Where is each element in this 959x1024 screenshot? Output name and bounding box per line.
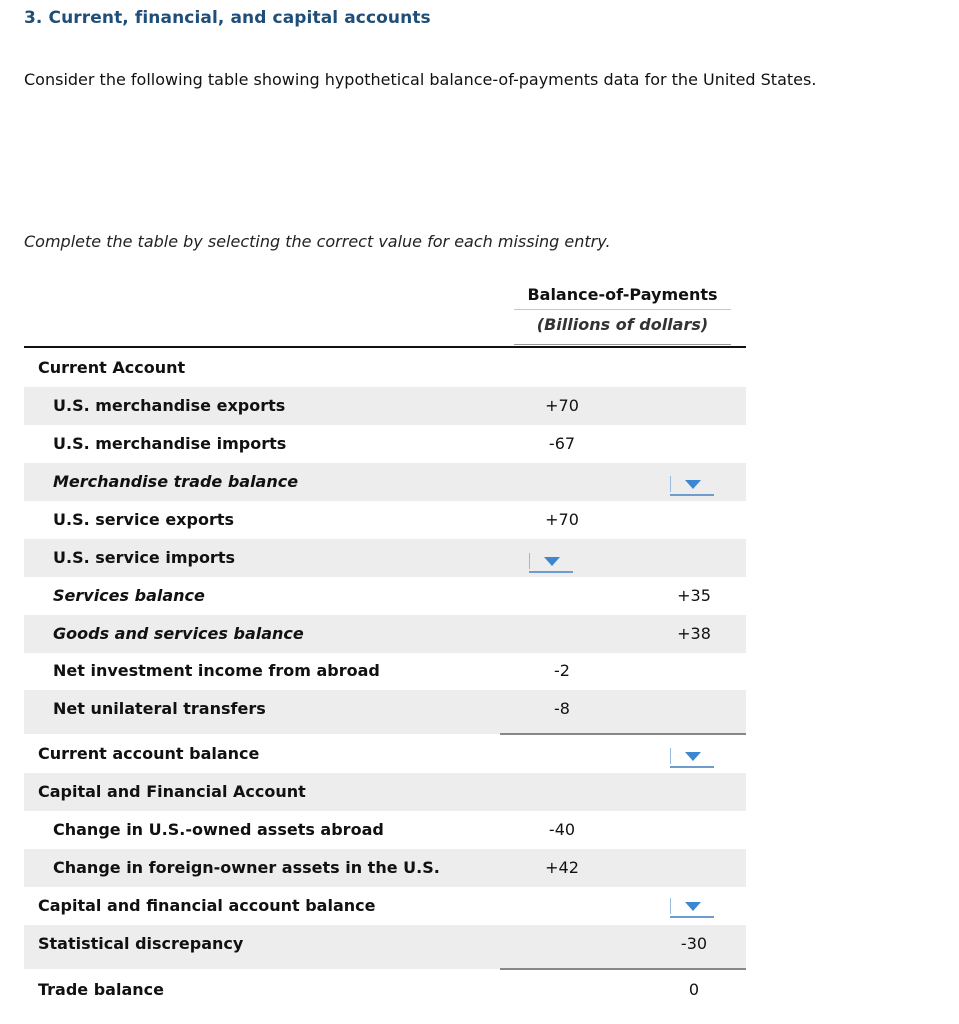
table-row [24, 887, 746, 925]
row-value: 0 [688, 980, 700, 999]
table-row [24, 652, 746, 690]
total-rule [500, 968, 746, 970]
table-top-rule [24, 346, 746, 348]
table-row-capital-account-header [24, 773, 746, 811]
table-row [24, 849, 746, 887]
column-header-divider [514, 309, 731, 310]
capital-financial-balance-dropdown[interactable] [670, 892, 714, 918]
triangle-down-icon [544, 557, 560, 566]
row-label: Change in foreign-owner assets in the U.S. [53, 858, 440, 877]
column-header [514, 284, 731, 336]
column-title: Balance-of-Payments [527, 285, 718, 304]
row-label: Current Account [38, 358, 186, 377]
merchandise-trade-balance-dropdown[interactable] [670, 470, 714, 496]
dropdown-divider [529, 553, 530, 569]
row-label: Services balance [53, 586, 205, 605]
table-row [24, 501, 746, 539]
row-label: U.S. service imports [53, 548, 235, 567]
table-row [24, 387, 746, 425]
table-row [24, 425, 746, 463]
table-row-current-account-header [24, 349, 746, 387]
row-label: Net investment income from abroad [53, 661, 380, 680]
service-imports-dropdown[interactable] [529, 547, 573, 573]
row-value: +70 [545, 510, 579, 529]
row-label: Net unilateral transfers [53, 699, 266, 718]
row-value: +42 [545, 858, 579, 877]
dropdown-divider [670, 748, 671, 764]
triangle-down-icon [685, 752, 701, 761]
row-value: -40 [548, 820, 576, 839]
table-row [24, 811, 746, 849]
dropdown-divider [670, 898, 671, 914]
table-row [24, 690, 746, 734]
table-row [24, 615, 746, 653]
intro-text: Consider the following table showing hypothetical balance-of-payments data for the United States. [24, 70, 817, 89]
triangle-down-icon [685, 902, 701, 911]
table-row [24, 577, 746, 615]
row-label: Merchandise trade balance [53, 472, 299, 491]
row-label: U.S. merchandise exports [53, 396, 286, 415]
row-label: Capital and Financial Account [38, 782, 306, 801]
row-label: Capital and financial account balance [38, 896, 376, 915]
table-row [24, 971, 746, 1009]
row-label: Current account balance [38, 744, 260, 763]
row-value: -30 [680, 934, 708, 953]
section-heading: 3. Current, financial, and capital accounts [24, 8, 431, 28]
table-row [24, 735, 746, 773]
table-row [24, 463, 746, 501]
column-header-underline [514, 344, 731, 345]
dropdown-divider [670, 476, 671, 492]
table-row [24, 925, 746, 969]
row-value: +38 [677, 624, 711, 643]
row-label: U.S. service exports [53, 510, 235, 529]
row-value: -67 [548, 434, 576, 453]
row-label: Trade balance [38, 980, 164, 999]
row-label: Statistical discrepancy [38, 934, 244, 953]
row-value: -8 [554, 699, 570, 718]
row-value: -2 [554, 661, 570, 680]
row-value: +35 [677, 586, 711, 605]
column-subtitle: (Billions of dollars) [536, 315, 709, 334]
row-value: +70 [545, 396, 579, 415]
row-label: U.S. merchandise imports [53, 434, 287, 453]
row-label: Change in U.S.-owned assets abroad [53, 820, 384, 839]
current-account-balance-dropdown[interactable] [670, 742, 714, 768]
table-row [24, 539, 746, 577]
triangle-down-icon [685, 480, 701, 489]
row-label: Goods and services balance [53, 624, 304, 643]
instructions-text: Complete the table by selecting the correct value for each missing entry. [24, 232, 611, 251]
